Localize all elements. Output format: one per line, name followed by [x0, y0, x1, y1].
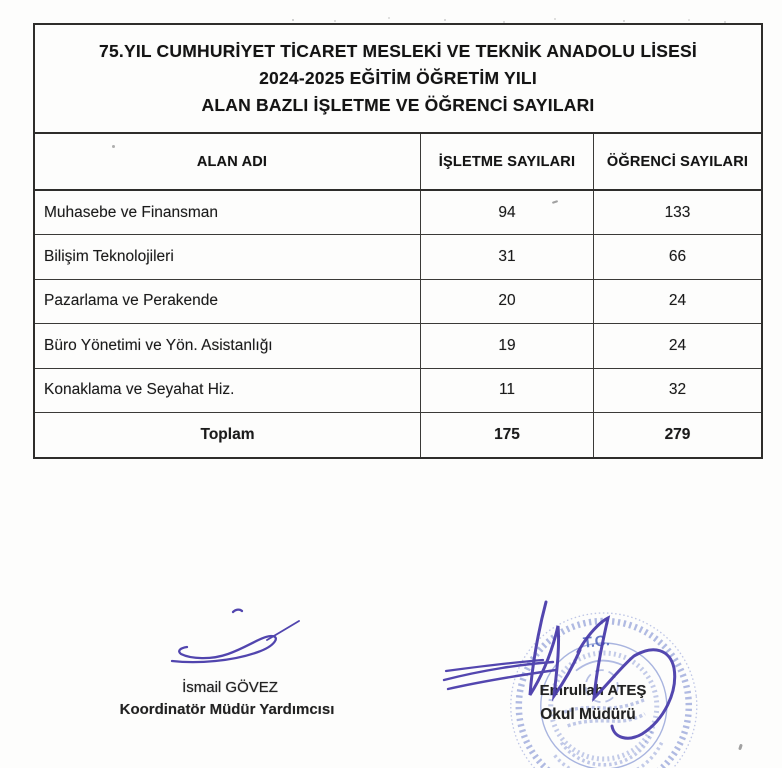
cell-ogrenci: 32 — [593, 369, 761, 412]
cell-alan: Pazarlama ve Perakende — [44, 292, 219, 310]
cell-isletme: 19 — [420, 324, 593, 367]
signatory-title-left: Koordinatör Müdür Yardımcısı — [119, 701, 335, 718]
scan-speckle — [738, 744, 743, 751]
cell-isletme: 94 — [420, 191, 593, 234]
cell-isletme: 11 — [420, 369, 593, 412]
table-row — [35, 280, 761, 324]
title-line-school: 75.YIL CUMHURİYET TİCARET MESLEKİ VE TEKNİK ANADOLU LİSESİ — [99, 41, 697, 61]
signature-okul-muduru — [438, 592, 718, 757]
report-table — [33, 23, 763, 459]
cell-ogrenci: 66 — [593, 235, 761, 278]
signatory-title-right: Okul Müdürü — [540, 706, 636, 723]
table-row — [35, 235, 761, 279]
column-header-alan-adi: ALAN ADI — [196, 153, 268, 170]
cell-ogrenci: 24 — [593, 324, 761, 367]
cell-alan: Muhasebe ve Finansman — [44, 203, 219, 221]
signature-koordinator-mudur-yardimcisi — [163, 600, 313, 672]
table-header-row — [35, 134, 761, 191]
title-line-year: 2024-2025 EĞİTİM ÖĞRETİM YILI — [259, 68, 537, 88]
report-title — [35, 25, 761, 134]
table-row — [35, 369, 761, 413]
column-header-ogrenci-sayilari: ÖĞRENCİ SAYILARI — [593, 134, 761, 189]
signatory-name-right: Emrullah ATEŞ — [539, 682, 647, 699]
table-row — [35, 324, 761, 368]
column-header-isletme-sayilari: İŞLETME SAYILARI — [420, 134, 593, 189]
cell-toplam-isletme: 175 — [420, 413, 593, 457]
cell-alan: Bilişim Teknolojileri — [44, 248, 174, 266]
cell-isletme: 31 — [420, 235, 593, 278]
scan-speckle — [292, 19, 294, 21]
table-row — [35, 191, 761, 235]
stamp-tc-text: T.C. — [582, 632, 611, 652]
title-line-subject: ALAN BAZLI İŞLETME VE ÖĞRENCİ SAYILARI — [201, 95, 595, 115]
cell-toplam-label: Toplam — [200, 425, 255, 443]
cell-alan: Konaklama ve Seyahat Hiz. — [44, 381, 235, 399]
cell-ogrenci: 133 — [593, 191, 761, 234]
table-total-row — [35, 413, 761, 457]
signatory-name-left: İsmail GÖVEZ — [182, 679, 278, 696]
cell-alan: Büro Yönetimi ve Yön. Asistanlığı — [44, 336, 273, 354]
cell-isletme: 20 — [420, 280, 593, 323]
cell-toplam-ogrenci: 279 — [593, 413, 761, 457]
cell-ogrenci: 24 — [593, 280, 761, 323]
